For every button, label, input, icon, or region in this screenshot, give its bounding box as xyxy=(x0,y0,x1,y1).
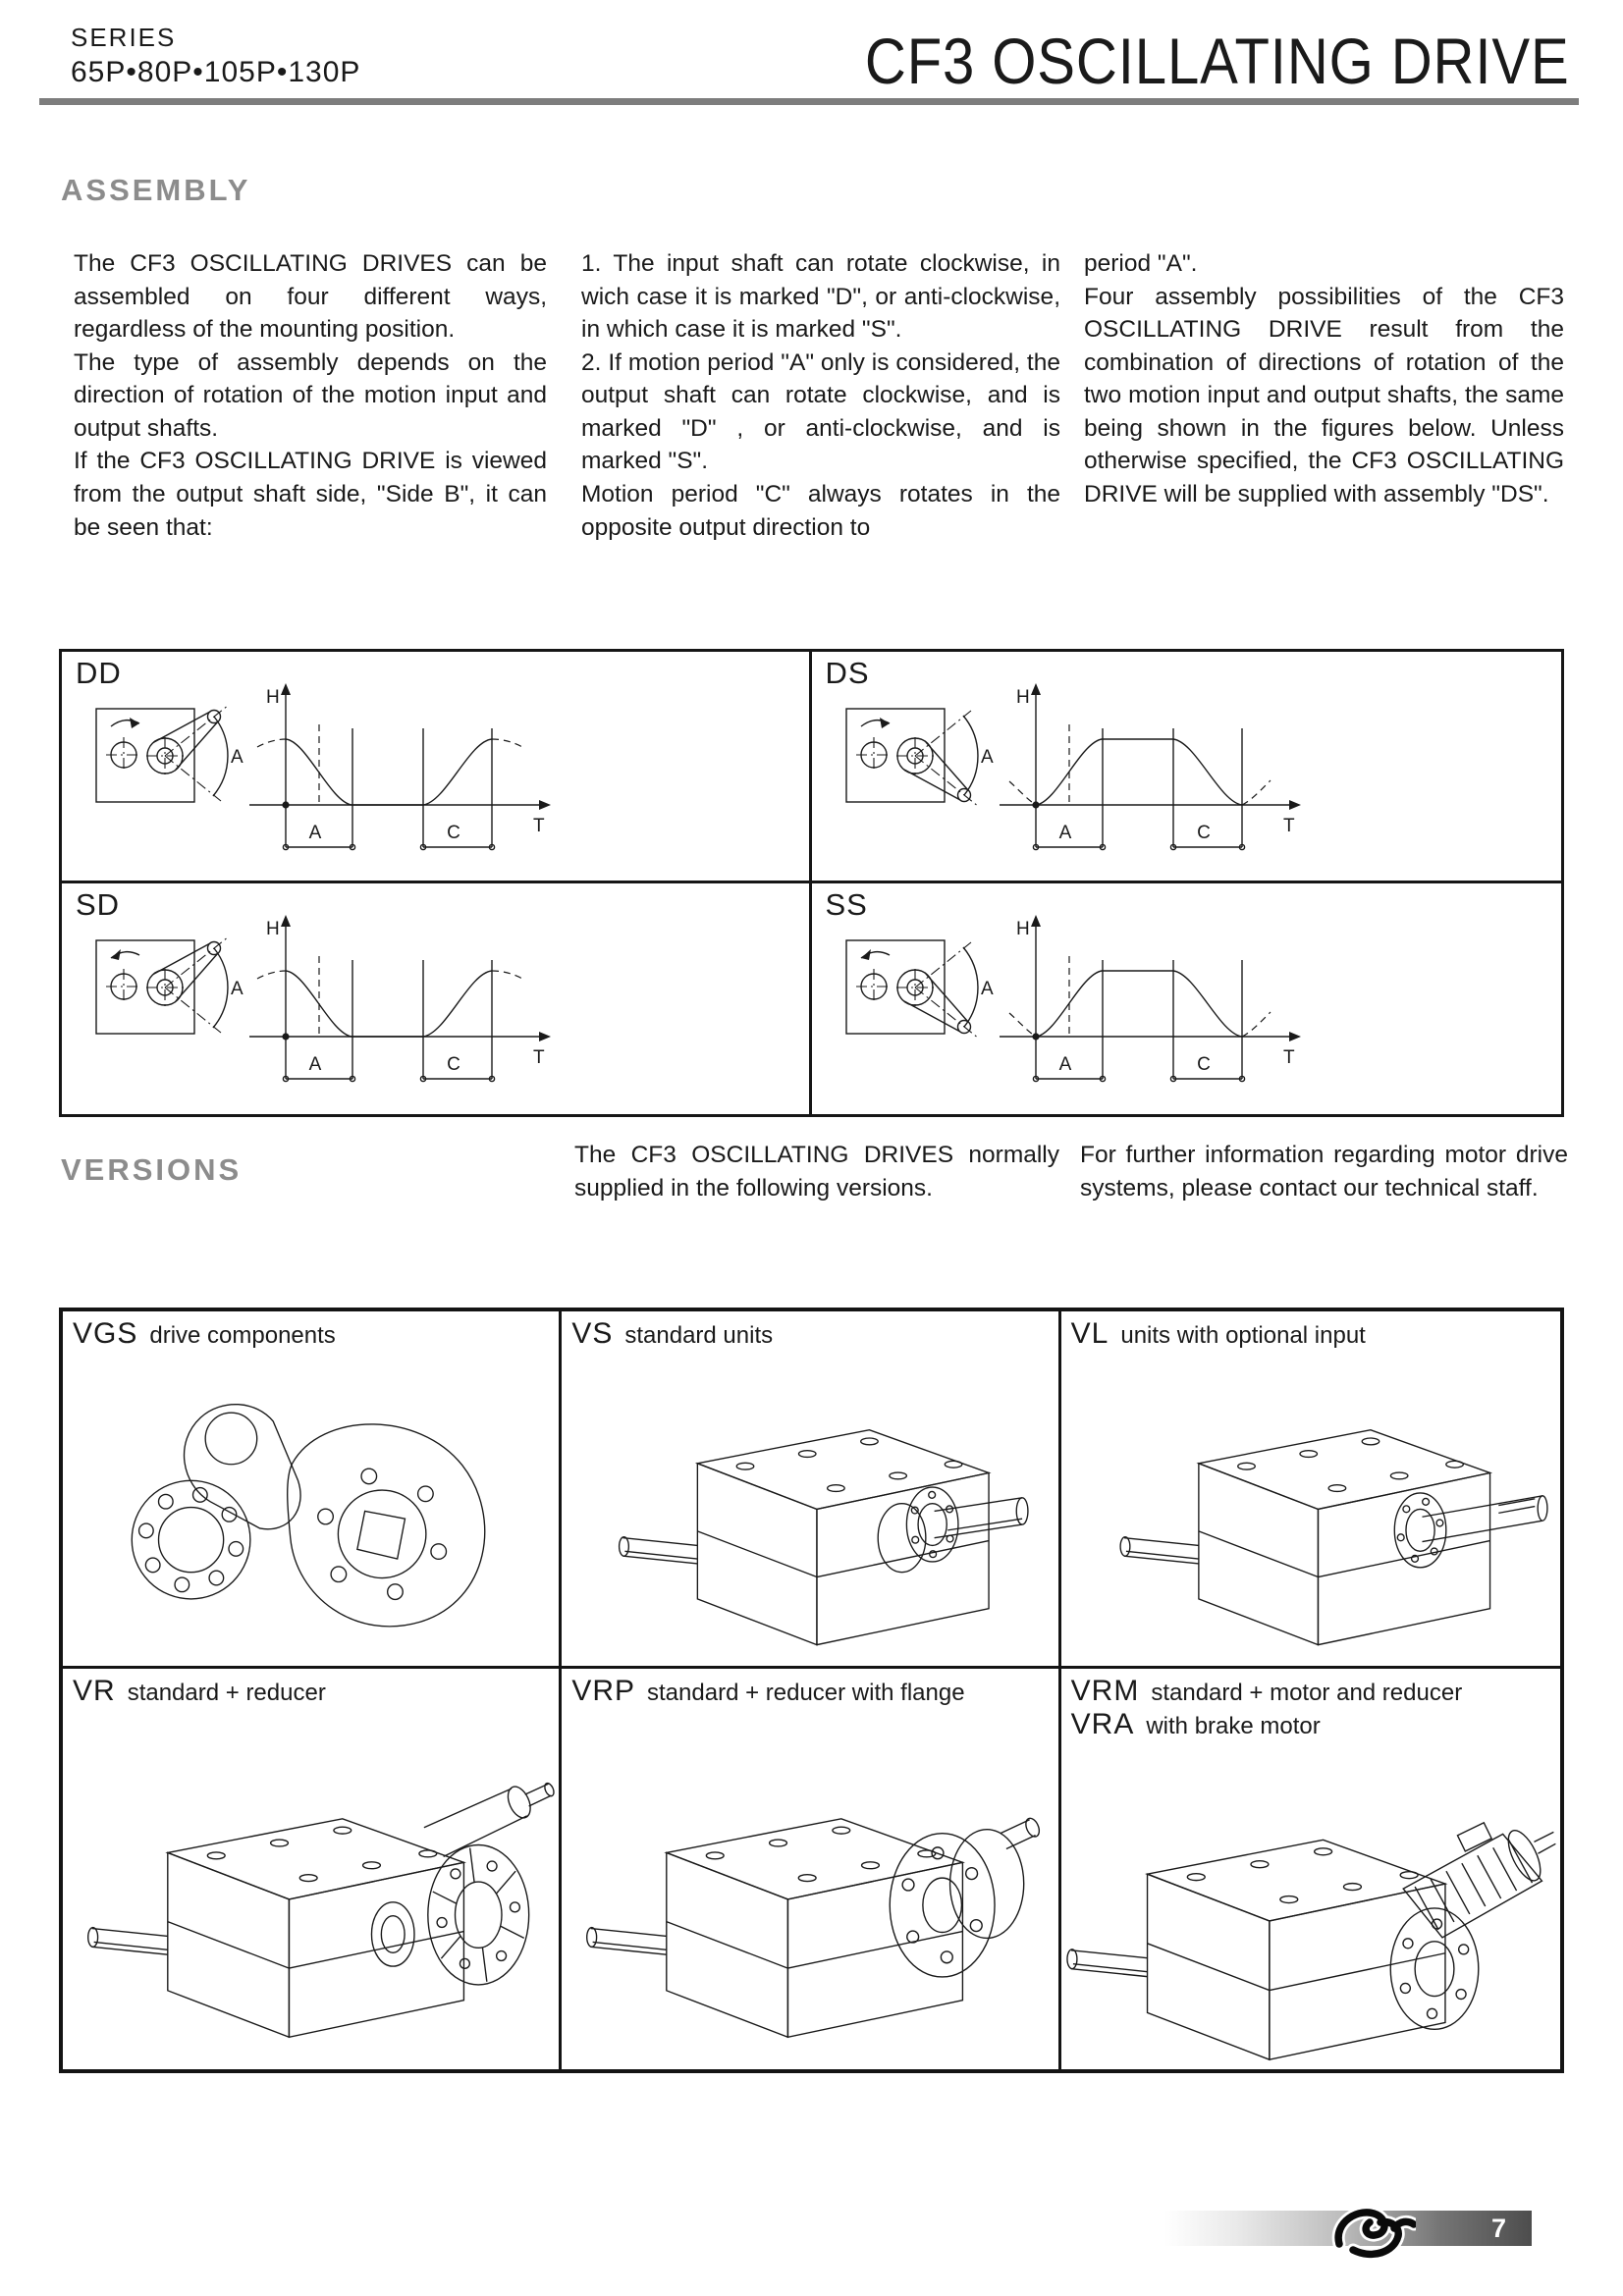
paragraph: Four assembly possibilities of the CF3 OSCILLATING DRIVE result from the combination of directions of rotation of the two motion input and output shafts, the same being shown in the figures below. Unless otherwise specified, the CF3 OSCILLATING DRIVE will be supplied with assembly "DS". xyxy=(1084,283,1564,507)
paragraph: Motion period "C" always rotates in the opposite output direction to xyxy=(581,480,1060,541)
assembly-text-column-3 xyxy=(1084,247,1564,511)
assembly-diagram-grid xyxy=(59,649,1564,1117)
h-axis-label: H xyxy=(1015,687,1030,708)
period-a-label: A xyxy=(308,1053,322,1075)
period-a-label: A xyxy=(1058,1053,1071,1075)
angle-label: A xyxy=(980,978,994,999)
versions-heading: VERSIONS xyxy=(61,1152,243,1187)
period-a-label: A xyxy=(1058,823,1071,843)
footer-bar xyxy=(1164,2211,1532,2246)
assembly-panel-label: SD xyxy=(76,886,121,922)
period-c-label: C xyxy=(447,1053,460,1075)
h-axis-label: H xyxy=(266,687,280,708)
period-c-label: C xyxy=(1196,823,1211,843)
version-description: standard units xyxy=(624,1322,774,1349)
versions-note-text: For further information regarding motor drive systems, please contact our technical staff. xyxy=(1080,1142,1568,1201)
h-axis-label: H xyxy=(266,918,280,939)
assembly-panel-sd xyxy=(62,883,812,1115)
version-cell-vrm xyxy=(1061,1669,1560,2069)
paragraph: 2. If motion period "A" only is considered, the output shaft can rotate clockwise, and is marked "D" , or anti-clockwise, and is marked "S". xyxy=(581,348,1060,475)
angle-label: A xyxy=(231,747,243,768)
assembly-heading: ASSEMBLY xyxy=(61,173,251,207)
version-code: VRP xyxy=(571,1675,636,1707)
t-axis-label: T xyxy=(1282,1046,1295,1068)
swan-knot-logo-icon xyxy=(1325,2195,1416,2262)
series-block xyxy=(71,24,360,89)
paragraph: The CF3 OSCILLATING DRIVES can be assembled on four different ways, regardless of the mounting position. xyxy=(74,250,547,344)
h-axis-label: H xyxy=(1015,918,1030,939)
motion-curve-chart xyxy=(242,895,556,1092)
paragraph: If the CF3 OSCILLATING DRIVE is viewed from the output shaft side, "Side B", it can be seen that: xyxy=(74,448,547,541)
series-label: SERIES xyxy=(71,23,177,52)
version-code: VGS xyxy=(73,1317,138,1350)
version-description: standard + reducer xyxy=(127,1680,326,1706)
version-cell-label xyxy=(562,1311,1057,1351)
paragraph: 1. The input shaft can rotate clockwise, in wich case it is marked "D", or anti-clockwise, in which case it is marked "S". xyxy=(581,250,1060,344)
t-axis-label: T xyxy=(1282,816,1295,836)
version-cell-label xyxy=(63,1311,559,1351)
assembly-panel-label: DD xyxy=(76,656,122,690)
version-code: VR xyxy=(73,1675,116,1707)
assembly-panel-label: DS xyxy=(825,656,870,690)
version-description: units with optional input xyxy=(1120,1322,1366,1349)
version-cell-vrp xyxy=(562,1669,1060,2069)
angle-label: A xyxy=(231,978,243,999)
technical-drawing-unit-motor xyxy=(1061,1741,1560,2069)
technical-drawing-unit xyxy=(562,1351,1057,1666)
assembly-panel-ds xyxy=(812,652,1562,883)
motion-curve-chart xyxy=(992,895,1306,1092)
technical-drawing-unit-long-shaft xyxy=(1061,1351,1560,1666)
technical-drawing-components xyxy=(63,1351,559,1666)
header-rule xyxy=(39,98,1579,105)
assembly-panel-label: SS xyxy=(825,886,868,922)
version-code: VRM xyxy=(1070,1675,1140,1707)
period-c-label: C xyxy=(447,823,460,843)
version-cell-vs xyxy=(562,1311,1060,1669)
versions-intro-text: The CF3 OSCILLATING DRIVES normally supplied in the following versions. xyxy=(574,1142,1059,1201)
page-number: 7 xyxy=(1490,2214,1506,2243)
version-description: drive components xyxy=(149,1322,336,1349)
version-cell-label xyxy=(562,1669,1057,1708)
version-cell-label xyxy=(1061,1311,1560,1351)
page-title: CF3 OSCILLATING DRIVE xyxy=(865,25,1570,97)
series-models: 65P•80P•105P•130P xyxy=(71,55,361,88)
paragraph: period "A". xyxy=(1084,250,1198,277)
version-cell-label xyxy=(1061,1669,1560,1741)
version-cell-vgs xyxy=(63,1311,562,1669)
version-description: with brake motor xyxy=(1146,1713,1321,1739)
t-axis-label: T xyxy=(533,1046,545,1068)
period-c-label: C xyxy=(1196,1053,1211,1075)
motion-curve-chart xyxy=(992,664,1306,860)
assembly-text-column-2 xyxy=(581,247,1060,544)
version-description: standard + motor and reducer xyxy=(1151,1680,1463,1706)
version-cell-vr xyxy=(63,1669,562,2069)
paragraph: The type of assembly depends on the direction of rotation of the motion input and output shafts. xyxy=(74,348,547,442)
version-description: standard + reducer with flange xyxy=(647,1680,965,1706)
technical-drawing-unit-reducer-flange xyxy=(562,1708,1057,2069)
t-axis-label: T xyxy=(533,816,545,836)
version-code: VL xyxy=(1070,1317,1109,1350)
version-cell-vl xyxy=(1061,1311,1560,1669)
version-code: VRA xyxy=(1070,1708,1135,1740)
assembly-text-column-1 xyxy=(74,247,547,544)
versions-grid xyxy=(59,1308,1564,2073)
technical-drawing-unit-reducer xyxy=(63,1708,559,2069)
angle-label: A xyxy=(980,747,994,768)
version-code: VS xyxy=(571,1317,614,1350)
version-cell-label xyxy=(63,1669,559,1708)
motion-curve-chart xyxy=(242,664,556,860)
assembly-panel-ss xyxy=(812,883,1562,1115)
assembly-panel-dd xyxy=(62,652,812,883)
period-a-label: A xyxy=(308,823,322,843)
